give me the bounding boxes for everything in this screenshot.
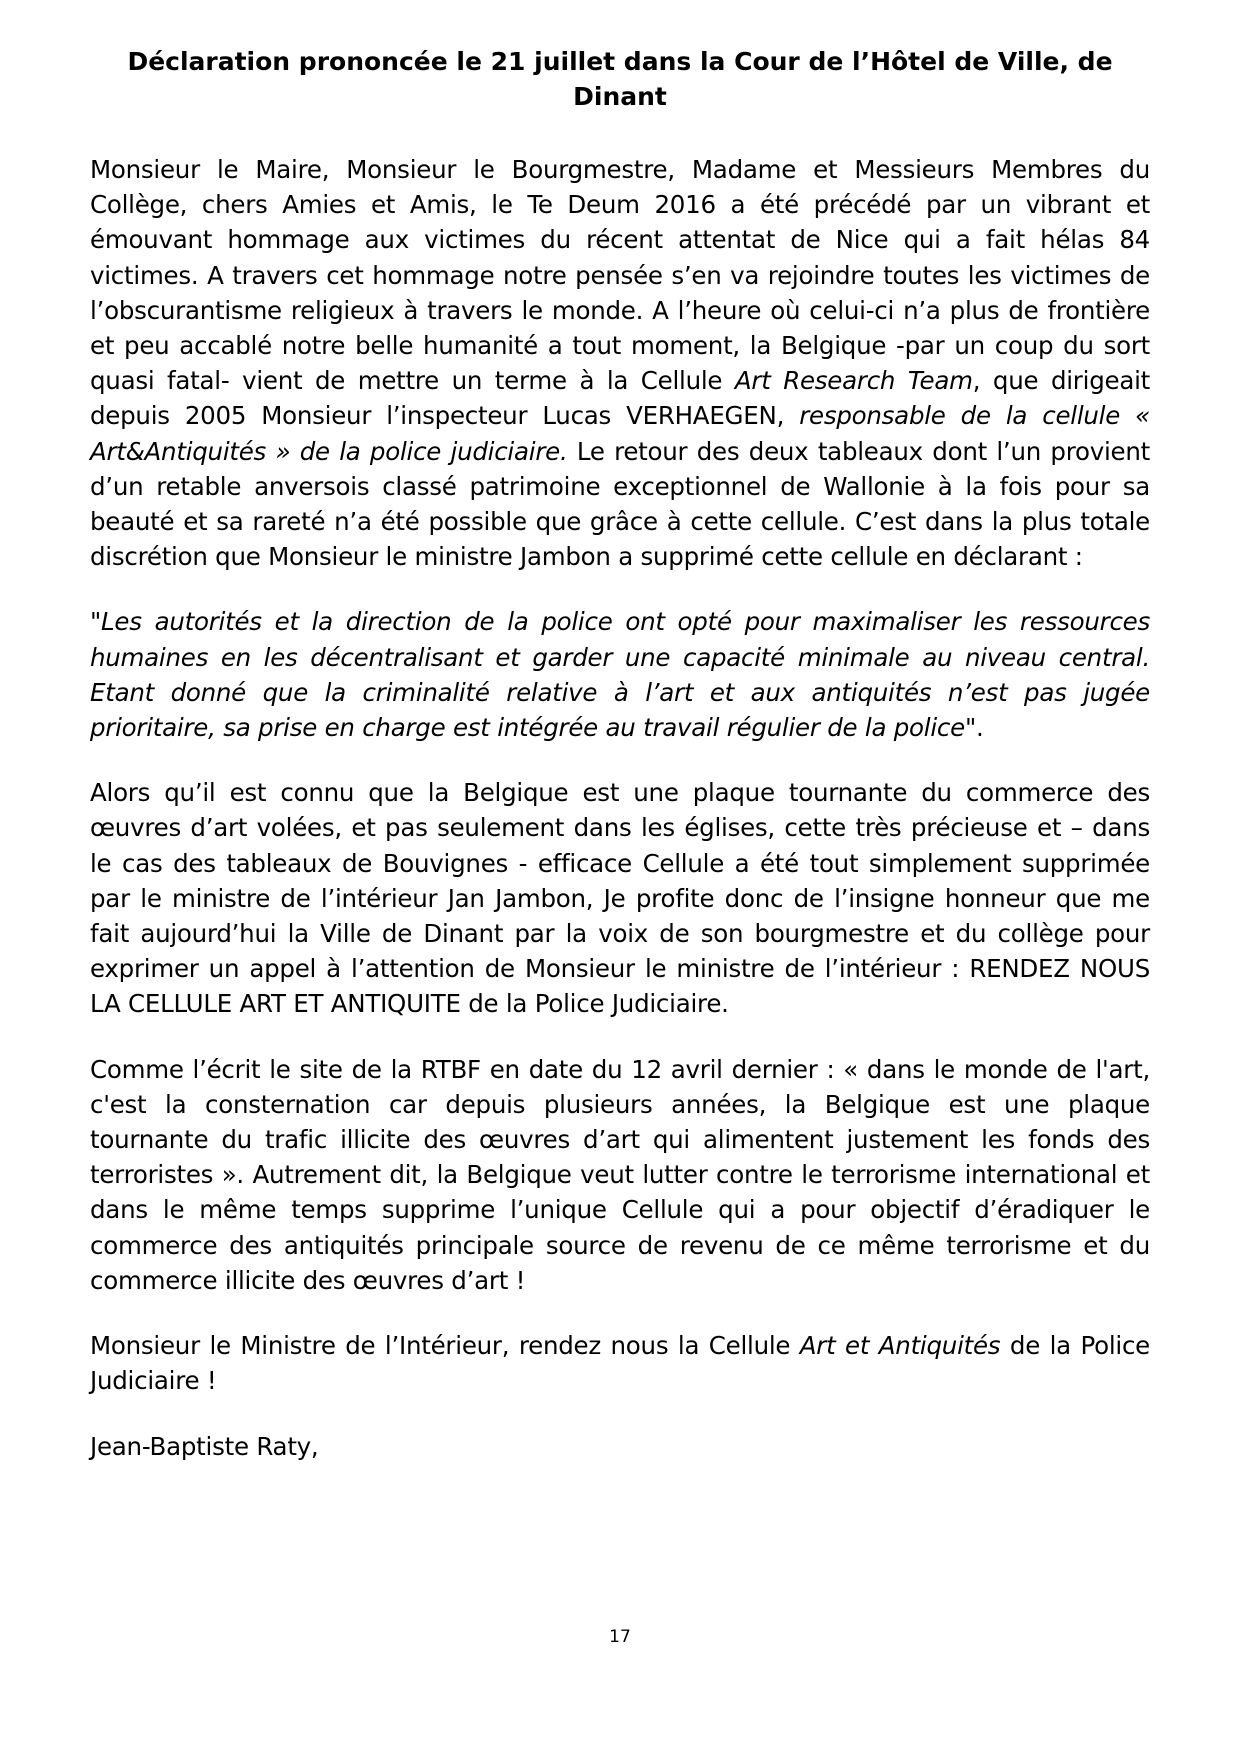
quote-open: " bbox=[90, 607, 102, 637]
text-run: Monsieur le Maire, Monsieur le Bourgmestre, Madame et Messieurs Membres du Collège, chers Amies et Amis, le Te Deum 2016 a été précédé par un vibrant et émouvant hommage aux victimes du récent attentat de Nice qui a fait hélas 84 victimes. A travers cet hommage notre pensée s’en va rejoindre toutes les victimes de l’obscurantisme religieux à travers le monde. A l’heure où celui-ci n’a plus de frontière et peu accablé notre belle humanité a tout moment, la Belgique -par un coup du sort quasi fatal- vient de mettre un terme à la Cellule bbox=[90, 155, 1150, 396]
quote-text: Les autorités et la direction de la police ont opté pour maximaliser les ressources humaines en les décentralisant et garder une capacité minimale au niveau central. Etant donné que la criminalité relative à l’art et aux antiquités n’est pas jugée prioritaire, sa prise en charge est intégrée au travail régulier de la police bbox=[90, 607, 1150, 743]
paragraph-appeal: Alors qu’il est connu que la Belgique est une plaque tournante du commerce des œuvres d’art volées, et pas seulement dans les églises, cette très précieuse et – dans le cas des tableaux de Bouvignes - efficace Cellule a été tout simplement supprimée par le ministre de l’intérieur Jan Jambon, Je profite donc de l’insigne honneur que me fait aujourd’hui la Ville de Dinant par la voix de son bourgmestre et du collège pour exprimer un appel à l’attention de Monsieur le ministre de l’intérieur : RENDEZ NOUS LA CELLULE ART ET ANTIQUITE de la Police Judiciaire. bbox=[90, 778, 1150, 1019]
paragraph-rtbf: Comme l’écrit le site de la RTBF en date du 12 avril dernier : « dans le monde de l'art, c'est la consternation car depuis plusieurs années, la Belgique est une plaque tournante du trafic illicite des œuvres d’art qui alimentent justement les fonds des terroristes ». Autrement dit, la Belgique veut lutter contre le terrorisme international et dans le même temps supprime l’unique Cellule qui a pour objectif d’éradiquer le commerce des antiquités principale source de revenu de ce même terrorisme et du commerce illicite des œuvres d’art ! bbox=[90, 1054, 1150, 1295]
text-run: Monsieur le Ministre de l’Intérieur, rendez nous la Cellule bbox=[90, 1331, 800, 1361]
quote-close: ". bbox=[964, 713, 984, 743]
text-run: Le retour des deux tableaux dont l’un provient d’un retable anversois classé patrimoine exceptionnel de Wallonie à la fois pour sa beauté et sa rareté n’a été possible que grâce à cette cellule. C’est dans la plus totale discrétion que Monsieur le ministre Jambon a supprimé cette cellule en déclarant : bbox=[90, 436, 1150, 572]
italic-text-run: Art Research Team bbox=[734, 366, 973, 396]
text-run: de la Police Judiciaire ! bbox=[90, 1331, 1151, 1396]
text-run: , que dirigeait depuis 2005 Monsieur l’inspecteur Lucas VERHAEGEN, bbox=[90, 366, 1150, 431]
paragraph-intro bbox=[90, 152, 1150, 574]
italic-text-run: Art et Antiquités bbox=[799, 1331, 1001, 1361]
signature: Jean-Baptiste Raty, bbox=[90, 1431, 319, 1461]
italic-text-run: responsable de la cellule « Art&Antiquités » de la police judiciaire. bbox=[90, 401, 1150, 466]
paragraph-closing bbox=[90, 1328, 1150, 1398]
page-title: Déclaration prononcée le 21 juillet dans la Cour de l’Hôtel de Ville, de Dinant bbox=[127, 47, 1113, 111]
document-body bbox=[90, 152, 1150, 1494]
paragraph-quote bbox=[90, 604, 1150, 745]
page-number: 17 bbox=[609, 1627, 631, 1647]
